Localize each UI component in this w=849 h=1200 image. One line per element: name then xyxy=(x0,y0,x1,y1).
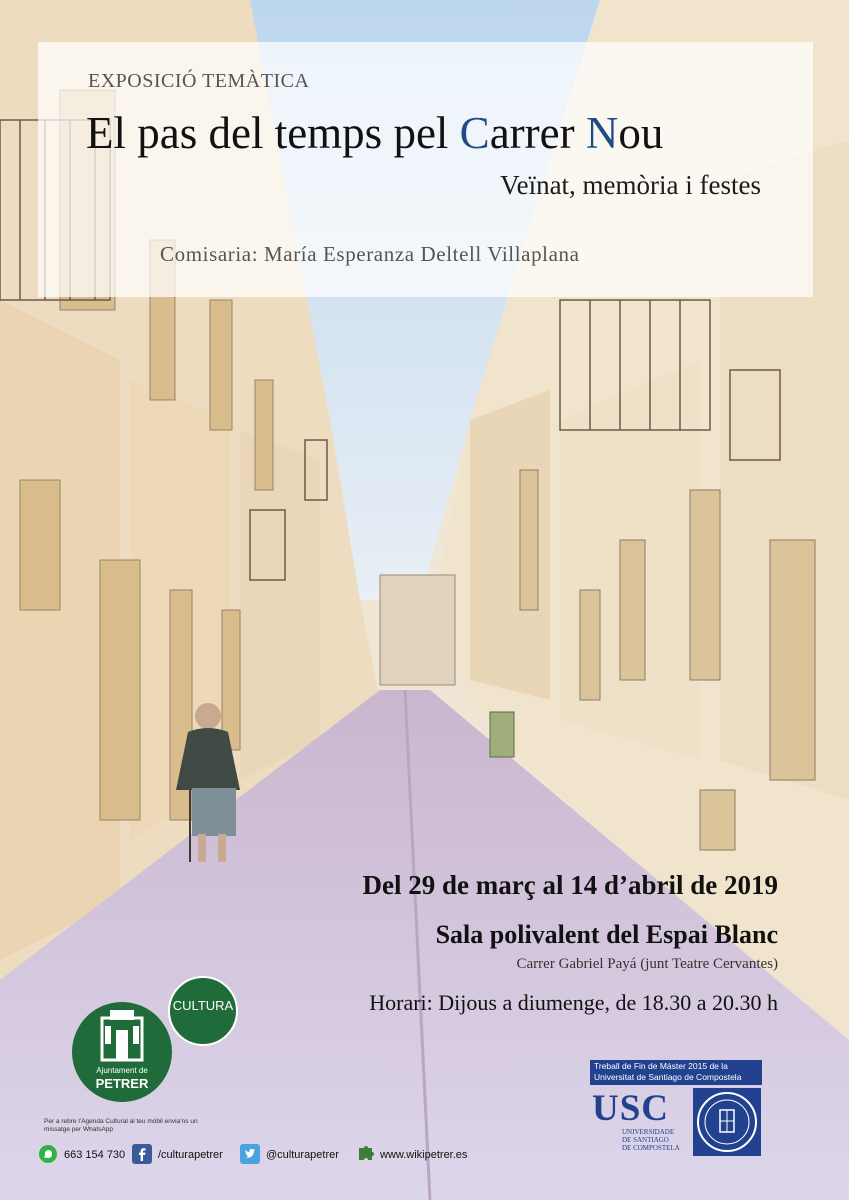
usc-caption: Treball de Fin de Máster 2015 de la Universitat de Santiago de Compostela xyxy=(594,1061,742,1082)
event-dates: Del 29 de març al 14 d’abril de 2019 xyxy=(362,870,778,900)
social-facebook[interactable] xyxy=(132,1142,232,1168)
curator: Comisaria: María Esperanza Deltell Villaplana xyxy=(160,242,580,266)
cultura-label: CULTURA xyxy=(172,998,234,1013)
phone-number: 663 154 730 xyxy=(64,1149,126,1161)
event-venue: Sala polivalent del Espai Blanc xyxy=(435,920,778,949)
puzzle-icon xyxy=(356,1144,376,1164)
twitter-icon xyxy=(240,1144,260,1164)
event-address: Carrer Gabriel Payá (junt Teatre Cervantes) xyxy=(516,956,778,972)
title-highlight-n: N xyxy=(585,108,619,158)
social-whatsapp[interactable] xyxy=(38,1142,128,1168)
event-hours: Horari: Dijous a diumenge, de 18.30 a 20.30 h xyxy=(369,990,778,1015)
usc-letters: USC xyxy=(592,1088,670,1129)
title-part: ou xyxy=(618,108,664,158)
ajuntament-label: Ajuntament de xyxy=(96,1066,148,1075)
whatsapp-icon xyxy=(38,1144,58,1164)
usc-name: UNIVERSIDADE DE SANTIAGO DE COMPOSTELA xyxy=(622,1128,680,1152)
whatsapp-note: Per a rebre l’Agenda Cultural al teu mòbil envia’ns un missatge per WhatsApp xyxy=(44,1118,198,1133)
facebook-handle: /culturapetrer xyxy=(158,1149,223,1161)
seal-icon xyxy=(693,1088,761,1156)
title-part: El pas del temps pel xyxy=(86,108,460,158)
subtitle: Veïnat, memòria i festes xyxy=(500,170,761,200)
castle-icon xyxy=(72,1004,172,1074)
page-title xyxy=(86,107,663,159)
social-twitter[interactable] xyxy=(240,1142,350,1168)
website: www.wikipetrer.es xyxy=(380,1149,468,1161)
exhibition-label: EXPOSICIÓ TEMÀTICA xyxy=(88,70,310,92)
title-highlight-c: C xyxy=(459,108,490,158)
facebook-icon xyxy=(132,1144,152,1164)
twitter-handle: @culturapetrer xyxy=(266,1149,339,1161)
usc-seal xyxy=(693,1088,761,1156)
social-web[interactable] xyxy=(356,1142,486,1168)
title-part: arrer xyxy=(489,108,586,158)
petrer-label: PETRER xyxy=(95,1076,149,1091)
